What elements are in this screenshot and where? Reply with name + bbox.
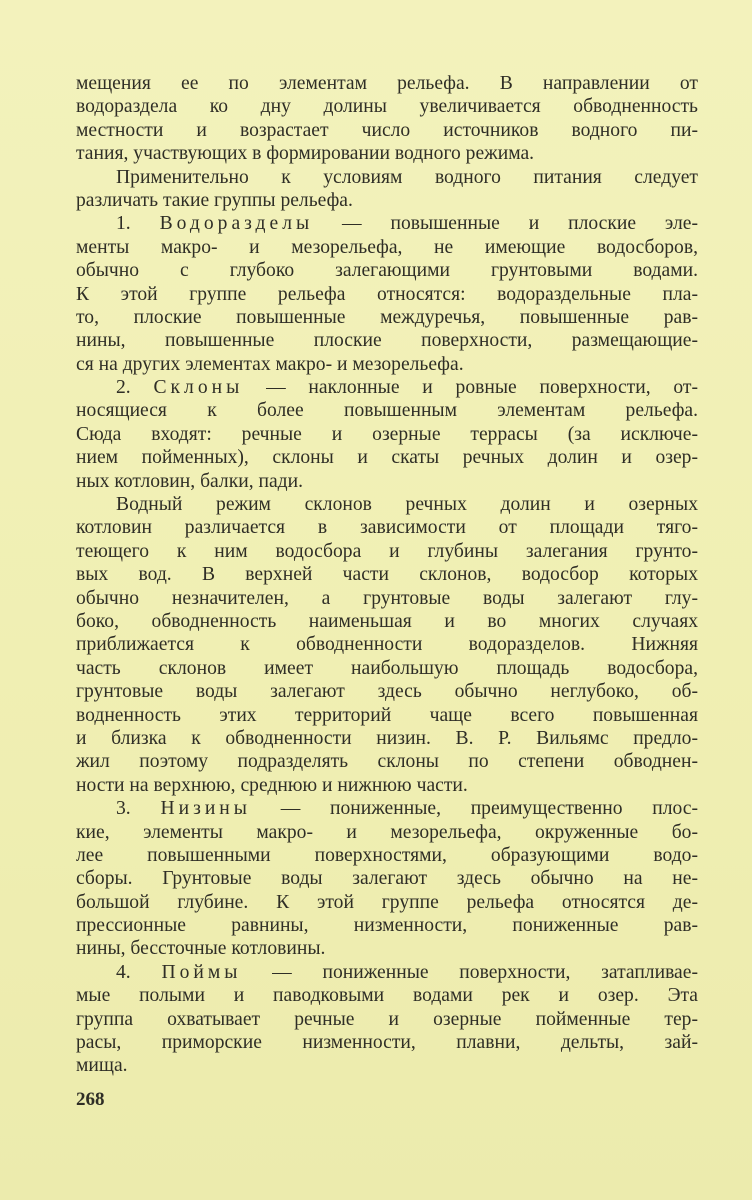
- text-line: различать такие группы рельефа.: [76, 189, 353, 211]
- term-definition-start: — пониженные поверхности, затапливае-: [272, 961, 698, 983]
- text-line: местности и возрастает число источников водного пи-: [76, 119, 698, 141]
- text-line: часть склонов имеет наибольшую площадь водосбора,: [76, 657, 698, 679]
- text-line: грунтовые воды залегают здесь обычно неглубоко, об-: [76, 681, 698, 703]
- paragraph: [76, 72, 698, 166]
- item-number: 4.: [116, 961, 131, 983]
- paragraph-item-floodplains: [76, 961, 698, 1078]
- term-spaced: Водоразделы: [159, 213, 314, 235]
- text-line: [76, 961, 698, 984]
- text-line: группа охватывает речные и озерные пойменные тер-: [76, 1008, 698, 1030]
- text-line: нием пойменных), склоны и скаты речных долин и озер-: [76, 447, 698, 469]
- text-line: [76, 376, 698, 399]
- text-line: водненность этих территорий чаще всего повышенная: [76, 704, 698, 726]
- text-line: обычно незначителен, а грунтовые воды залегают глу-: [76, 587, 698, 609]
- text-line: нины, повышенные плоские поверхности, размещающие-: [76, 330, 698, 352]
- paragraph-item-lowlands: [76, 797, 698, 961]
- paragraph-item-watersheds: [76, 212, 698, 376]
- text-line: приближается к обводненности водоразделов. Нижняя: [76, 634, 698, 656]
- term-definition-start: — повышенные и плоские эле-: [342, 213, 698, 235]
- term-spaced: Поймы: [161, 961, 242, 983]
- term-definition-start: — наклонные и ровные поверхности, от-: [266, 377, 698, 399]
- text-line: вых вод. В верхней части склонов, водосбор которых: [76, 564, 698, 586]
- page-text: [76, 72, 698, 1078]
- item-number: 2.: [116, 377, 131, 399]
- text-line: [76, 797, 698, 820]
- text-line: кие, элементы макро- и мезорельефа, окруженные бо-: [76, 821, 698, 843]
- text-line: боко, обводненность наименьшая и во многих случаях: [76, 610, 698, 632]
- text-line: котловин различается в зависимости от площади тяго-: [76, 517, 698, 539]
- text-line: ности на верхнюю, среднюю и нижнюю части.: [76, 774, 468, 796]
- text-line: ся на других элементах макро- и мезорельефа.: [76, 353, 464, 375]
- text-line: [76, 212, 698, 235]
- text-line: расы, приморские низменности, плавни, дельты, зай-: [76, 1032, 698, 1054]
- paragraph-item-slopes: [76, 376, 698, 493]
- text-line: лее повышенными поверхностями, образующими водо-: [76, 844, 698, 866]
- text-line: и близка к обводненности низин. В. Р. Вильямс предло-: [76, 727, 698, 749]
- term-definition-start: — пониженные, преимущественно плос-: [280, 798, 698, 820]
- text-line: сборы. Грунтовые воды залегают здесь обычно на не-: [76, 868, 698, 890]
- item-number: 1.: [116, 213, 131, 235]
- text-line: менты макро- и мезорельефа, не имеющие водосборов,: [76, 236, 698, 258]
- text-line: водораздела ко дну долины увеличивается обводненность: [76, 96, 698, 118]
- paragraph: [76, 493, 698, 797]
- text-line: Водный режим склонов речных долин и озерных: [116, 494, 698, 516]
- text-line: нины, бессточные котловины.: [76, 938, 326, 960]
- page-number: 268: [76, 1089, 105, 1110]
- text-line: теющего к ним водосбора и глубины залегания грунто-: [76, 540, 698, 562]
- text-line: то, плоские повышенные междуречья, повышенные рав-: [76, 306, 698, 328]
- text-line: К этой группе рельефа относятся: водораздельные пла-: [76, 283, 698, 305]
- text-line: носящиеся к более повышенным элементам рельефа.: [76, 400, 698, 422]
- text-line: мища.: [76, 1055, 128, 1077]
- text-line: жил поэтому подразделять склоны по степени обводнен-: [76, 751, 698, 773]
- text-line: большой глубине. К этой группе рельефа относятся де-: [76, 891, 698, 913]
- text-line: тания, участвующих в формировании водного режима.: [76, 143, 535, 165]
- text-line: обычно с глубоко залегающими грунтовыми водами.: [76, 260, 698, 282]
- item-number: 3.: [116, 798, 131, 820]
- term-spaced: Низины: [160, 798, 251, 820]
- text-line: Сюда входят: речные и озерные террасы (за исключе-: [76, 423, 698, 445]
- paragraph: [76, 166, 698, 213]
- text-line: прессионные равнины, низменности, пониженные рав-: [76, 915, 698, 937]
- text-line: мые полыми и паводковыми водами рек и озер. Эта: [76, 985, 698, 1007]
- text-line: мещения ее по элементам рельефа. В направлении от: [76, 73, 698, 94]
- text-line: Применительно к условиям водного питания следует: [116, 166, 698, 188]
- text-line: ных котловин, балки, пади.: [76, 470, 304, 492]
- term-spaced: Склоны: [153, 377, 244, 399]
